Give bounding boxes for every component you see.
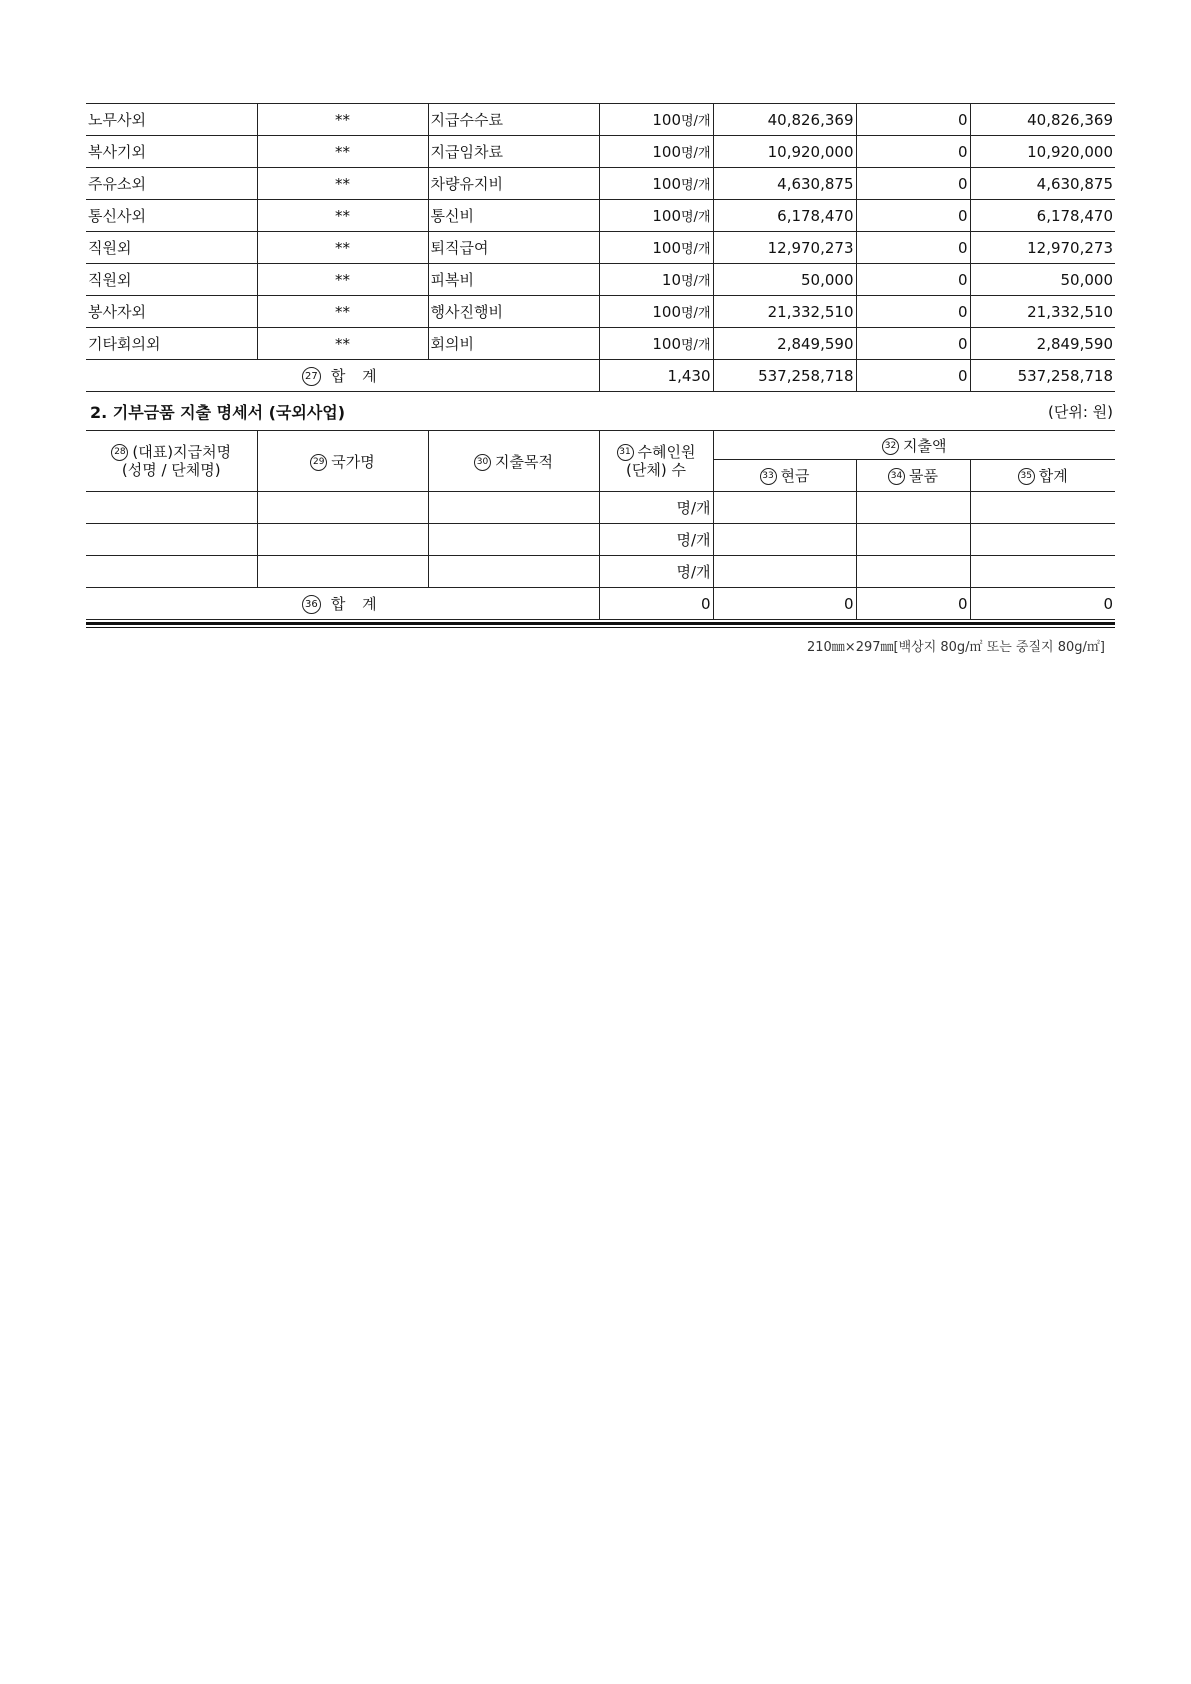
item-marker: 33 [760,468,777,485]
recipient-name: 주유소외 [86,168,257,200]
table-row [86,264,1115,296]
beneficiary-count: 100명/개 [599,232,713,264]
total-cell [970,524,1115,556]
goods-amount: 0 [856,264,970,296]
form-sheet [86,103,1115,655]
goods-amount: 0 [856,328,970,360]
cash-cell [713,524,856,556]
registration-number: ** [257,136,428,168]
goods-cell [856,524,970,556]
cash-amount: 50,000 [713,264,856,296]
registration-number: ** [257,232,428,264]
cash-amount: 12,970,273 [713,232,856,264]
total-cell [970,492,1115,524]
item-marker: 35 [1018,468,1035,485]
table-row [86,524,1115,556]
recipient-name: 봉사자외 [86,296,257,328]
header-recipient: 28 (대표)지급처명 (성명 / 단체명) [86,431,257,492]
expense-purpose: 퇴직급여 [428,232,599,264]
subtotal-count: 1,430 [599,360,713,392]
total-amount: 6,178,470 [970,200,1115,232]
subtotal-total: 537,258,718 [970,360,1115,392]
unit-label: (단위: 원) [1048,402,1113,421]
subtotal-total: 0 [970,588,1115,620]
total-amount: 21,332,510 [970,296,1115,328]
item-marker: 30 [474,454,491,471]
beneficiary-count: 100명/개 [599,328,713,360]
registration-number: ** [257,264,428,296]
goods-amount: 0 [856,168,970,200]
subtotal-goods: 0 [856,588,970,620]
header-country: 29 국가명 [257,431,428,492]
header-beneficiaries: 31 수혜인원 (단체) 수 [599,431,713,492]
recipient-name: 기타회의외 [86,328,257,360]
registration-number: ** [257,168,428,200]
goods-amount: 0 [856,104,970,136]
purpose-cell [428,524,599,556]
expense-purpose: 행사진행비 [428,296,599,328]
subtotal-label: 27 합 계 [86,360,599,392]
table-row [86,492,1115,524]
domestic-expense-table [86,103,1115,392]
header-total: 35 합계 [970,460,1115,492]
country-cell [257,556,428,588]
item-marker: 36 [302,595,321,614]
expense-purpose: 회의비 [428,328,599,360]
beneficiary-count: 100명/개 [599,136,713,168]
header-expense-amount: 32 지출액 [713,431,1115,460]
section-header [86,392,1115,430]
expense-purpose: 피복비 [428,264,599,296]
subtotal-cash: 0 [713,588,856,620]
beneficiary-count: 100명/개 [599,200,713,232]
recipient-name: 직원외 [86,264,257,296]
purpose-cell [428,492,599,524]
purpose-cell [428,556,599,588]
item-marker: 28 [111,444,128,461]
recipient-cell [86,492,257,524]
expense-purpose: 통신비 [428,200,599,232]
total-amount: 40,826,369 [970,104,1115,136]
item-marker: 31 [617,444,634,461]
beneficiary-count: 100명/개 [599,296,713,328]
total-amount: 2,849,590 [970,328,1115,360]
expense-purpose: 지급수수료 [428,104,599,136]
cash-cell [713,556,856,588]
cash-amount: 2,849,590 [713,328,856,360]
table-row [86,168,1115,200]
registration-number: ** [257,296,428,328]
goods-amount: 0 [856,200,970,232]
table-row [86,200,1115,232]
paper-spec-footer: 210㎜×297㎜[백상지 80g/㎡ 또는 중질지 80g/㎡] [806,640,1105,655]
beneficiary-count: 명/개 [599,556,713,588]
total-cell [970,556,1115,588]
goods-amount: 0 [856,232,970,264]
item-marker: 32 [882,438,899,455]
table-row [86,328,1115,360]
cash-amount: 21,332,510 [713,296,856,328]
item-marker: 27 [302,367,321,386]
recipient-name: 직원외 [86,232,257,264]
goods-amount: 0 [856,296,970,328]
total-amount: 50,000 [970,264,1115,296]
header-cash: 33 현금 [713,460,856,492]
goods-cell [856,556,970,588]
beneficiary-count: 10명/개 [599,264,713,296]
subtotal-label: 36 합 계 [86,588,599,620]
table-row [86,104,1115,136]
cash-amount: 6,178,470 [713,200,856,232]
section-title: 2. 기부금품 지출 명세서 (국외사업) [90,402,346,422]
divider [86,622,1115,625]
cash-amount: 4,630,875 [713,168,856,200]
goods-amount: 0 [856,136,970,168]
recipient-name: 복사기외 [86,136,257,168]
recipient-name: 노무사외 [86,104,257,136]
overseas-expense-table [86,430,1115,620]
cash-cell [713,492,856,524]
subtotal-count: 0 [599,588,713,620]
table-row [86,296,1115,328]
expense-purpose: 차량유지비 [428,168,599,200]
subtotal-cash: 537,258,718 [713,360,856,392]
beneficiary-count: 100명/개 [599,168,713,200]
registration-number: ** [257,328,428,360]
expense-purpose: 지급임차료 [428,136,599,168]
beneficiary-count: 명/개 [599,492,713,524]
header-purpose: 30 지출목적 [428,431,599,492]
country-cell [257,492,428,524]
table-row [86,136,1115,168]
table-row [86,232,1115,264]
country-cell [257,524,428,556]
total-amount: 4,630,875 [970,168,1115,200]
recipient-cell [86,524,257,556]
subtotal-goods: 0 [856,360,970,392]
subtotal-row [86,588,1115,620]
total-amount: 12,970,273 [970,232,1115,264]
recipient-cell [86,556,257,588]
subtotal-row [86,360,1115,392]
item-marker: 29 [310,454,327,471]
registration-number: ** [257,104,428,136]
cash-amount: 10,920,000 [713,136,856,168]
table-row [86,556,1115,588]
header-row [86,431,1115,460]
header-goods: 34 물품 [856,460,970,492]
recipient-name: 통신사외 [86,200,257,232]
divider [86,627,1115,628]
beneficiary-count: 100명/개 [599,104,713,136]
beneficiary-count: 명/개 [599,524,713,556]
goods-cell [856,492,970,524]
cash-amount: 40,826,369 [713,104,856,136]
total-amount: 10,920,000 [970,136,1115,168]
item-marker: 34 [888,468,905,485]
registration-number: ** [257,200,428,232]
